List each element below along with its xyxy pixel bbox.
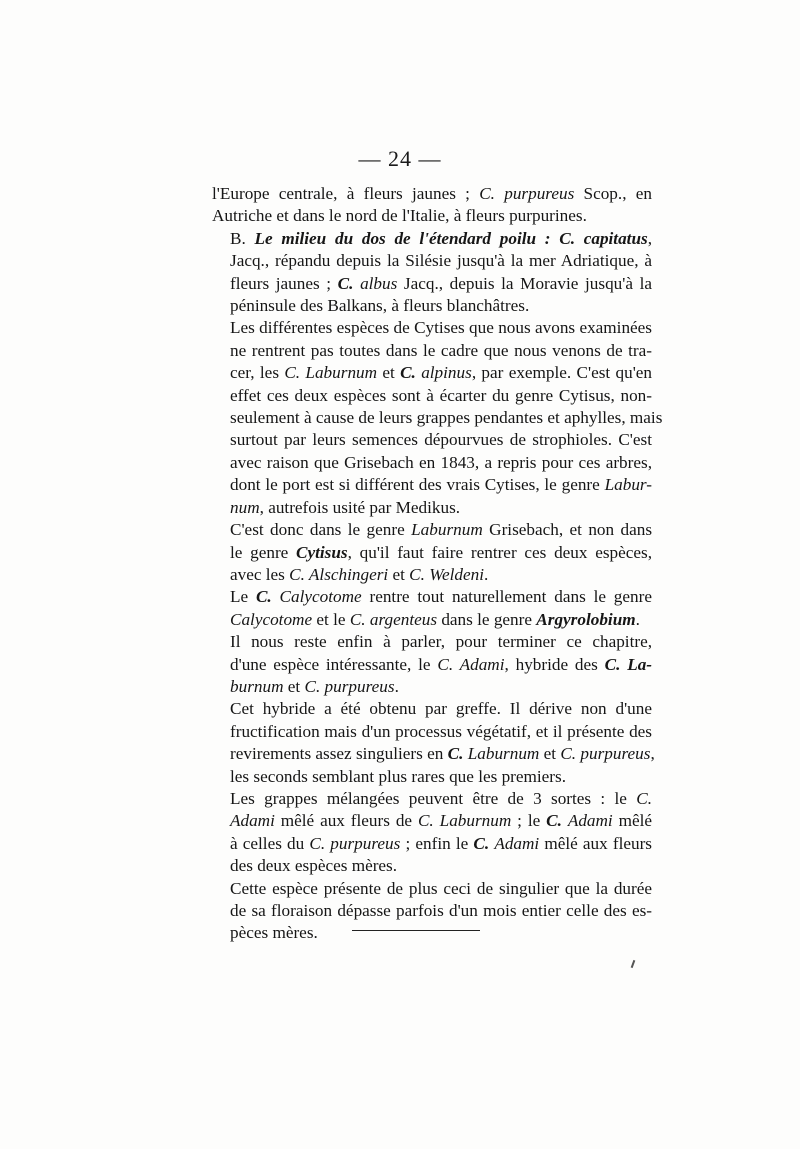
text-line: Cet hybride a été obtenu par greffe. Il dérive non d'une: [230, 699, 652, 719]
text-line: Jacq., répandu depuis la Silésie jusqu'à la mer Adriatique, à: [230, 251, 652, 271]
text-line: pèces mères.: [230, 923, 318, 943]
stray-mark: [631, 960, 636, 968]
text-line: fructification mais d'un processus végétatif, et il présente des: [230, 721, 652, 741]
paragraph: [212, 228, 652, 318]
text-line: Adami mêlé aux fleurs de C. Laburnum ; le C. Adami mêlé: [230, 811, 653, 831]
text-line: num, autrefois usité par Medikus.: [230, 497, 461, 517]
paragraph: [212, 183, 652, 228]
paragraph: [212, 586, 652, 631]
text-line: dont le port est si différent des vrais Cytises, le genre Labur-: [230, 475, 652, 495]
text-line: ne rentrent pas toutes dans le cadre que nous venons de tra-: [230, 340, 652, 360]
text-line: les seconds semblant plus rares que les premiers.: [230, 766, 567, 786]
text-line: le genre Cytisus, qu'il faut faire rentrer ces deux espèces,: [230, 542, 652, 562]
text-line: surtout par leurs semences dépourvues de strophioles. C'est: [230, 430, 652, 450]
text-line: Il nous reste enfin à parler, pour terminer ce chapitre,: [230, 632, 652, 652]
text-line: avec les C. Alschingeri et C. Weldeni.: [230, 564, 489, 584]
text-line: C'est donc dans le genre Laburnum Grisebach, et non dans: [230, 520, 653, 540]
text-line: d'une espèce intéressante, le C. Adami, hybride des C. La-: [230, 654, 653, 674]
paragraph: [212, 631, 652, 698]
text-line: Calycotome et le C. argenteus dans le genre Argyrolobium.: [230, 609, 640, 629]
text-line: de sa floraison dépasse parfois d'un mois entier celle des es-: [230, 901, 652, 920]
text-line: Cette espèce présente de plus ceci de singulier que la durée: [230, 878, 652, 898]
body-text: [212, 183, 663, 945]
paragraph: [212, 788, 652, 878]
text-line: Les différentes espèces de Cytises que nous avons examinées: [230, 318, 652, 338]
text-line: Autriche et dans le nord de l'Italie, à fleurs purpurines.: [212, 206, 587, 226]
text-line: fleurs jaunes ; C. albus Jacq., depuis la Moravie jusqu'à la: [230, 273, 653, 293]
text-line: péninsule des Balkans, à fleurs blanchâtres.: [230, 296, 530, 316]
text-line: seulement à cause de leurs grappes pendantes et aphylles, mais: [230, 408, 663, 428]
paragraph: [212, 317, 663, 519]
text-line: B. Le milieu du dos de l'étendard poilu : C. capitatus,: [230, 228, 653, 248]
text-line: Les grappes mélangées peuvent être de 3 sortes : le C.: [230, 788, 652, 808]
paragraph: [212, 878, 652, 945]
text-line: burnum et C. purpureus.: [230, 676, 399, 696]
page-number: — 24 —: [358, 146, 442, 171]
text-line: Le C. Calycotome rentre tout naturellement dans le genre: [230, 587, 652, 607]
text-line: l'Europe centrale, à fleurs jaunes ; C. purpureus Scop., en: [212, 184, 652, 203]
end-rule: [352, 930, 480, 931]
text-line: avec raison que Grisebach en 1843, a repris pour ces arbres,: [230, 452, 652, 472]
paragraph: [212, 698, 655, 788]
text-line: des deux espèces mères.: [230, 856, 398, 876]
text-line: cer, les C. Laburnum et C. alpinus, par exemple. C'est qu'en: [230, 363, 653, 383]
paragraph: [212, 519, 652, 586]
text-line: revirements assez singuliers en C. Laburnum et C. purpureus,: [230, 744, 655, 764]
text-line: effet ces deux espèces sont à écarter du genre Cytisus, non-: [230, 385, 652, 405]
text-line: à celles du C. purpureus ; enfin le C. Adami mêlé aux fleurs: [230, 833, 652, 853]
